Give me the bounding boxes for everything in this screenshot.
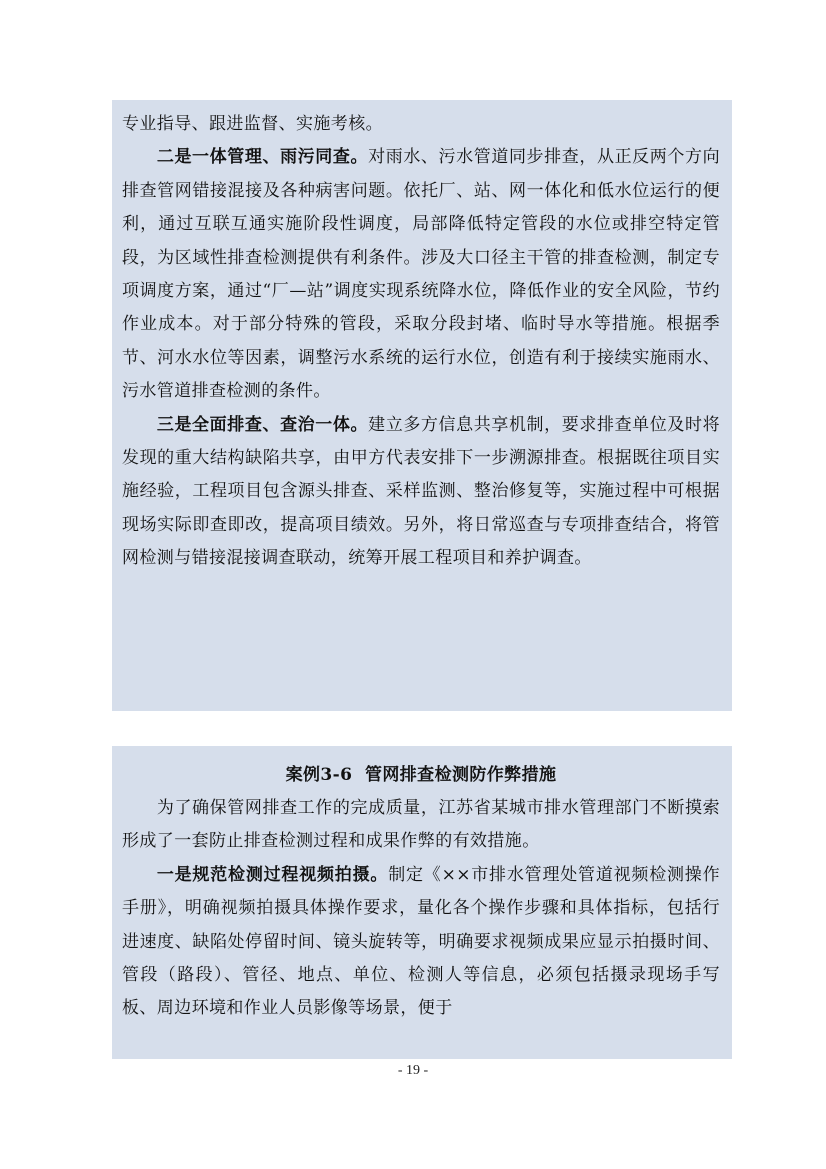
paragraph-lead-heading: 一是规范检测过程视频拍摄。 (156, 864, 389, 885)
paragraph-video-standard (122, 859, 720, 1026)
paragraph-integrated-management (122, 141, 720, 408)
paragraph-lead-heading: 二是一体管理、雨污同查。 (156, 147, 369, 168)
page-number: - 19 - (397, 1063, 429, 1078)
paragraph-body: 制定《××市排水管理处管道视频检测操作手册》，明确视频拍摄具体操作要求，量化各个操作步骤和具体指标，包括行进速度、缺陷处停留时间、镜头旋转等，明确要求视频成果应显示拍摄时间、管段（路段）、管径、地点、单位、检测人等信息，必须包括摄录现场手写板、周边环境和作业人员影像等场景，便于 (122, 864, 720, 1019)
paragraph-lead-heading: 三是全面排查、查治一体。 (156, 414, 369, 435)
paragraph-body: 对雨水、污水管道同步排查，从正反两个方向排查管网错接混接及各种病害问题。依托厂、站、网一体化和低水位运行的便利，通过互联互通实施阶段性调度，局部降低特定管段的水位或排空特定管段，为区域性排查检测提供有利条件。涉及大口径主干管的排查检测，制定专项调度方案，通过“厂—站”调度实现系统降水位，降低作业的安全风险，节约作业成本。对于部分特殊的管段，采取分段封堵、临时导水等措施。根据季节、河水水位等因素，调整污水系统的运行水位，创造有利于接续实施雨水、污水管道排查检测的条件。 (122, 147, 720, 402)
text-block-1 (112, 100, 732, 711)
paragraph-body: 建立多方信息共享机制，要求排查单位及时将发现的重大结构缺陷共享，由甲方代表安排下一步溯源排查。根据既往项目实施经验，工程项目包含源头排查、采样监测、整治修复等，实施过程中可根据现场实际即查即改，提高项目绩效。另外，将日常巡查与专项排查结合，将管网检测与错接混接调查联动，统筹开展工程项目和养护调查。 (122, 414, 720, 569)
case-study-box (112, 746, 732, 1059)
paragraph-case-intro: 为了确保管网排查工作的完成质量，江苏省某城市排水管理部门不断摸索形成了一套防止排查检测过程和成果作弊的有效措施。 (122, 798, 720, 852)
paragraph-continuation: 专业指导、跟进监督、实施考核。 (122, 114, 383, 134)
case-title: 案例3-6 管网排查检测防作弊措施 (285, 765, 557, 785)
paragraph-comprehensive-investigation (122, 409, 720, 576)
